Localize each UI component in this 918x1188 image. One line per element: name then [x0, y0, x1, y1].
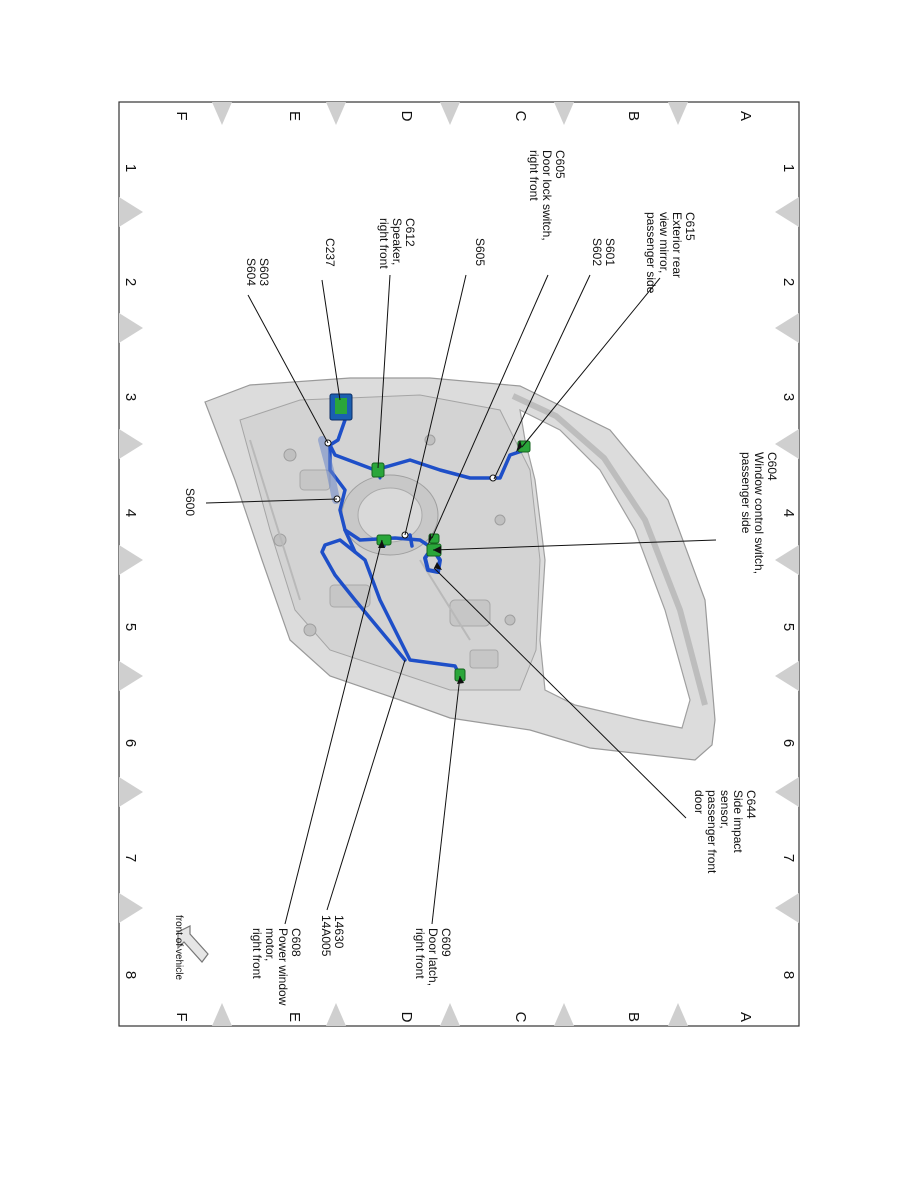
- callout-c608-line: motor,: [263, 928, 277, 962]
- callout-s600: [183, 488, 197, 516]
- grid-row-label: F: [173, 1012, 191, 1022]
- grid-column-label: 2: [780, 277, 798, 287]
- grid-row-label: A: [737, 1011, 755, 1023]
- callout-c605-line: right front: [527, 150, 541, 201]
- callout-c644-line: C644: [744, 790, 758, 819]
- callout-c644-line: door: [692, 790, 706, 815]
- grid-row-label: B: [625, 1011, 643, 1023]
- callout-c612-line: Speaker,: [390, 218, 404, 266]
- connector-c608: [377, 535, 391, 545]
- callout-c615-line: view mirror,: [657, 212, 671, 274]
- grid-column-label: 6: [122, 738, 140, 748]
- callout-c612-line: C612: [403, 218, 417, 247]
- callout-c604-line: C604: [765, 452, 779, 481]
- callout-c644-line: sensor,: [718, 790, 732, 829]
- grid-column-label: 2: [122, 277, 140, 287]
- grid-row-label: E: [286, 1011, 304, 1023]
- grid-row-label: D: [398, 110, 416, 122]
- grid-column-label: 7: [780, 853, 798, 863]
- callout-s605: [473, 238, 487, 266]
- callout-s603-line: S603: [257, 258, 271, 287]
- grid-column-label: 4: [780, 508, 798, 518]
- callout-s603: [244, 258, 271, 286]
- grid-column-label: 8: [122, 970, 140, 980]
- callout-c605-line: C605: [553, 150, 567, 179]
- callout-s601-line: S602: [590, 238, 604, 267]
- callout-h14630-line: 14630: [332, 915, 346, 949]
- grid-column-label: 6: [780, 738, 798, 748]
- grid-row-label: E: [286, 110, 304, 122]
- grid-column-label: 3: [122, 392, 140, 402]
- callout-s600-line: S600: [183, 488, 197, 517]
- callout-c237-line: C237: [323, 238, 337, 267]
- callout-c608-line: Power window: [276, 928, 290, 1006]
- callout-c612-line: right front: [377, 218, 391, 269]
- grid-column-label: 1: [780, 163, 798, 173]
- grid-row-label: F: [173, 111, 191, 121]
- callout-s601: [590, 238, 617, 266]
- callout-c644-line: Side impact: [731, 790, 745, 853]
- callout-c604-line: passenger side: [739, 452, 753, 534]
- grid-column-label: 7: [122, 853, 140, 863]
- grid-column-label: 1: [122, 163, 140, 173]
- callout-c615-line: Exterior rear: [670, 212, 684, 279]
- grid-row-label: A: [737, 110, 755, 122]
- grid-column-label: 8: [780, 970, 798, 980]
- callout-s601-line: S601: [603, 238, 617, 267]
- callout-c609-line: Door latch,: [426, 928, 440, 987]
- grid-column-label: 3: [780, 392, 798, 402]
- callout-c609-line: C609: [439, 928, 453, 957]
- callout-s603-line: S604: [244, 258, 258, 287]
- grid-column-label: 5: [122, 622, 140, 632]
- callout-c609-line: right front: [413, 928, 427, 979]
- grid-row-label: C: [512, 110, 530, 122]
- callout-h14630-line: 14A005: [319, 915, 333, 957]
- callout-c237: [323, 238, 337, 267]
- grid-row-label: C: [512, 1011, 530, 1023]
- callout-front-line: front of vehicle: [173, 915, 184, 981]
- callout-c615-line: C615: [683, 212, 697, 241]
- grid-row-label: B: [625, 110, 643, 122]
- grid-row-label: D: [398, 1011, 416, 1023]
- grid-column-label: 4: [122, 508, 140, 518]
- callout-c608-line: C608: [289, 928, 303, 957]
- callout-c605-line: Door lock switch,: [540, 150, 554, 241]
- callout-c608-line: right front: [250, 928, 264, 979]
- callout-c604-line: Window control switch,: [752, 452, 766, 575]
- callout-c644-line: passenger front: [705, 790, 719, 874]
- callout-s605-line: S605: [473, 238, 487, 267]
- callout-c615-line: passenger side: [644, 212, 658, 294]
- grid-column-label: 5: [780, 622, 798, 632]
- callout-front: [173, 915, 184, 980]
